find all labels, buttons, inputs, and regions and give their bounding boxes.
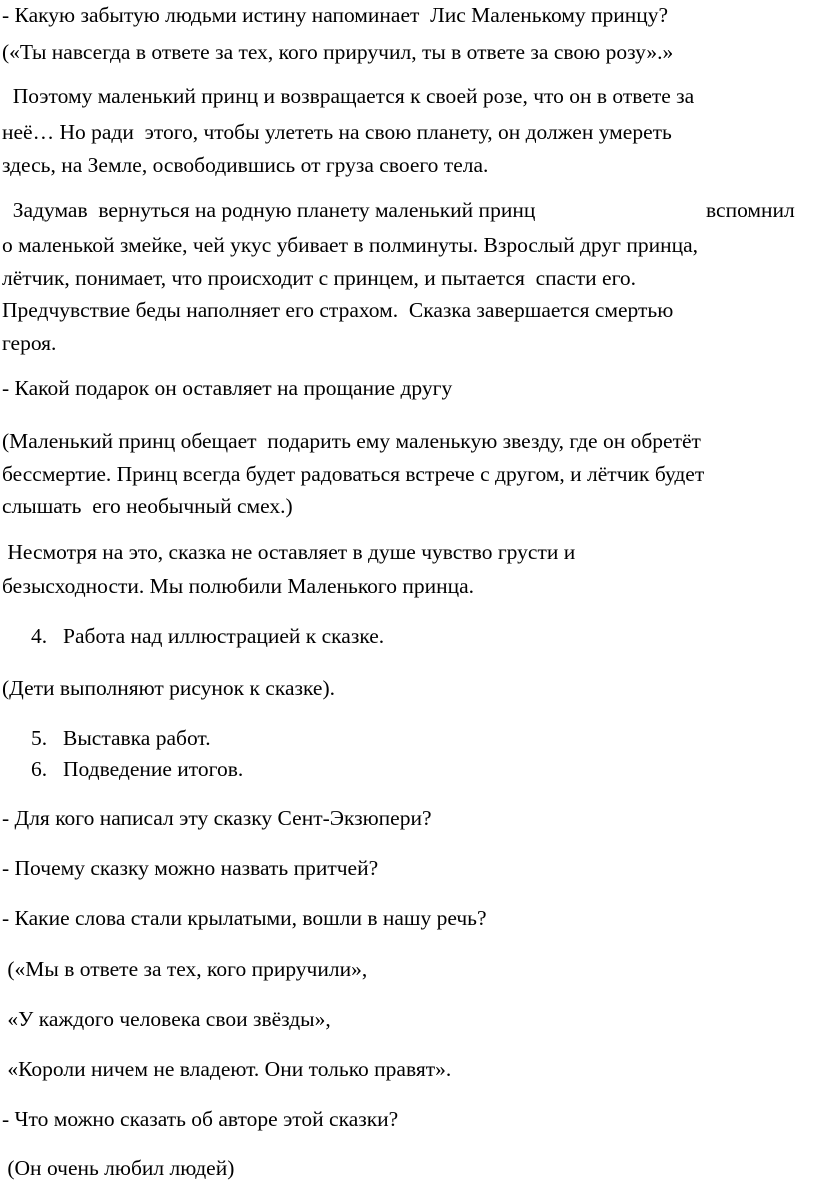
list-item [31,759,243,781]
paragraph-line: Несмотря на это, сказка не оставляет в душе чувство грусти и [2,540,576,564]
list-item-text: Работа над иллюстрацией к сказке. [63,624,385,648]
paragraph-line: о маленькой змейке, чей укус убивает в полминуты. Взрослый друг принца, [2,233,699,257]
question-line: - Почему сказку можно назвать притчей? [2,856,379,880]
answer-line: (Он очень любил людей) [2,1156,235,1180]
list-item [31,626,384,648]
question-line: - Что можно сказать об авторе этой сказки? [2,1107,399,1131]
list-number: 4. [31,624,48,648]
list-number: 5. [31,726,48,750]
note-line: (Дети выполняют рисунок к сказке). [2,676,335,700]
question-farewell-gift: - Какой подарок он оставляет на прощание другу [2,376,453,400]
paragraph-line: вспомнил [706,198,795,222]
list-number: 6. [31,757,48,781]
paragraph-line: безысходности. Мы полюбили Маленького принца. [2,574,475,598]
list-item [31,728,211,750]
paragraph-line: неё… Но ради этого, чтобы улететь на свою планету, он должен умереть [2,120,672,144]
quote-line: «Короли ничем не владеют. Они только правят». [2,1057,452,1081]
list-item-text: Выставка работ. [63,726,211,750]
paragraph-line: здесь, на Земле, освободившись от груза своего тела. [2,153,489,177]
answer-line: (Маленький принц обещает подарить ему маленькую звезду, где он обретёт [2,429,701,453]
question-line: - Какие слова стали крылатыми, вошли в нашу речь? [2,906,487,930]
answer-fox-truth: («Ты навсегда в ответе за тех, кого приручил, ты в ответе за свою розу».» [2,40,674,64]
question-fox-truth: - Какую забытую людьми истину напоминает Лис Маленькому принцу? [2,3,669,27]
paragraph-line: Предчувствие беды наполняет его страхом. Сказка завершается смертью [2,298,674,322]
paragraph-line: Поэтому маленький принц и возвращается к своей розе, что он в ответе за [2,84,695,108]
paragraph-line: героя. [2,331,57,355]
answer-line: слышать его необычный смех.) [2,494,293,518]
quote-line: «У каждого человека свои звёзды», [2,1007,331,1031]
list-item-text: Подведение итогов. [63,757,244,781]
paragraph-line: Задумав вернуться на родную планету маленький принц [2,198,536,222]
quote-line: («Мы в ответе за тех, кого приручили», [2,957,368,981]
question-line: - Для кого написал эту сказку Сент-Экзюпери? [2,806,432,830]
answer-line: бессмертие. Принц всегда будет радоваться встрече с другом, и лётчик будет [2,462,705,486]
paragraph-line: лётчик, понимает, что происходит с принцем, и пытается спасти его. [2,266,636,290]
